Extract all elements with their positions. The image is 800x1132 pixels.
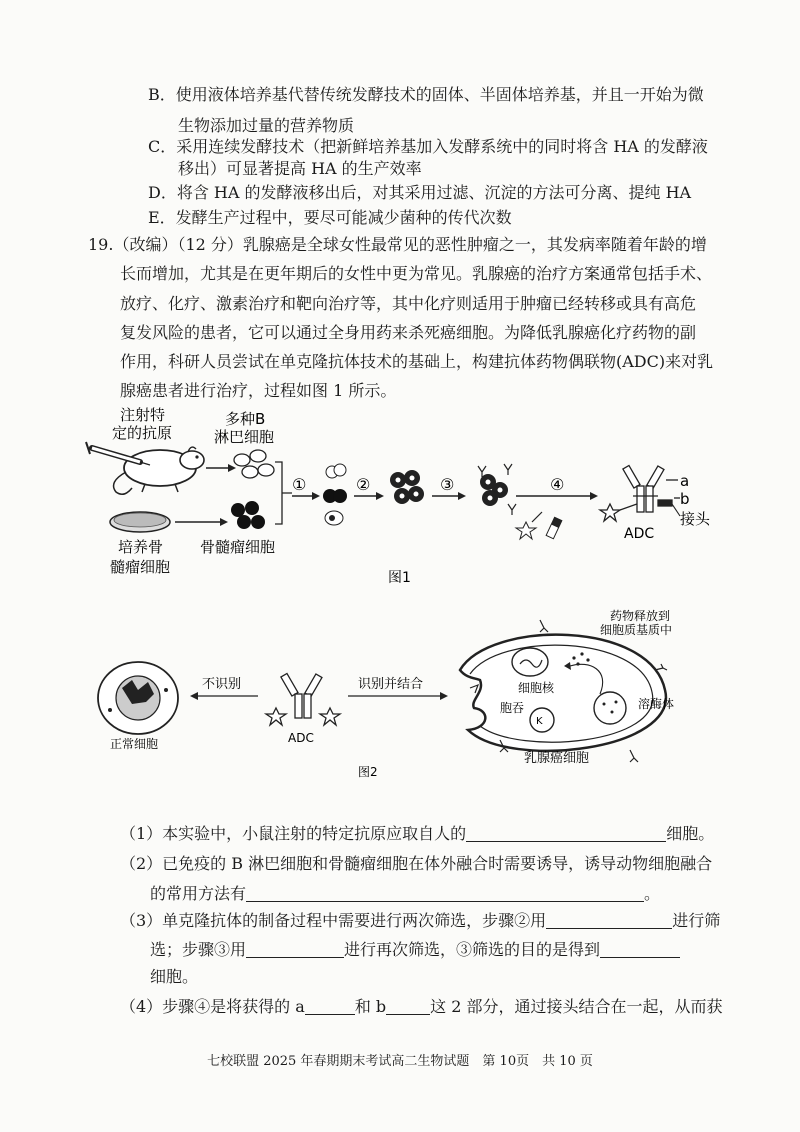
mouse-icon — [114, 447, 204, 494]
fused-cells-icon — [323, 464, 347, 525]
endocytosis-label: 胞吞 — [500, 701, 525, 715]
blank-4[interactable] — [246, 942, 344, 958]
option-d: D．将含 HA 的发酵液移出后，对其采用过滤、沉淀的方法可分离、提纯 HA — [148, 183, 692, 202]
bcell-label-2: 淋巴细胞 — [214, 428, 275, 446]
culture-label-2: 髓瘤细胞 — [110, 558, 171, 576]
figure-1 — [80, 400, 720, 590]
adc-icon-fig2 — [266, 673, 340, 725]
subq-2-end: 。 — [644, 884, 661, 903]
cancer-cell-label: 乳腺癌细胞 — [524, 751, 590, 766]
q19-line4: 复发风险的患者，它可以通过全身用药来杀死癌细胞。为降低乳腺癌化疗药物的副 — [120, 323, 697, 342]
subq-4-text3: 这 2 部分，通过接头结合在一起，从而获 — [430, 997, 723, 1016]
figure-2 — [90, 600, 730, 780]
inject-label-1: 注射特 — [120, 406, 166, 424]
subq-4 — [120, 999, 723, 1015]
option-c-line2: 移出）可显著提高 HA 的生产效率 — [178, 159, 422, 178]
normal-cell-icon — [98, 662, 178, 734]
myeloma-label: 骨髓瘤细胞 — [200, 538, 276, 556]
step-2-label: ② — [356, 475, 371, 494]
blank-7[interactable] — [386, 999, 430, 1015]
blank-6[interactable] — [305, 999, 355, 1015]
subq-3-text4: 进行再次筛选，③筛选的目的是得到 — [344, 940, 601, 959]
subq-2-line2 — [150, 886, 660, 902]
label-b: b — [680, 490, 690, 508]
bcell-label-1: 多种B — [225, 410, 266, 428]
subq-3-line1 — [120, 913, 720, 929]
adc-icon — [600, 465, 680, 521]
adc-label-fig2: ADC — [288, 731, 314, 745]
q19-line3: 放疗、化疗、激素治疗和靶向治疗等，其中化疗则适用于肿瘤已经转移或具有高危 — [120, 294, 697, 313]
option-e: E．发酵生产过程中，要尽可能减少菌种的传代次数 — [148, 208, 512, 227]
adc-label-fig1: ADC — [624, 526, 655, 542]
no-recognize-label: 不识别 — [202, 677, 242, 692]
antibody-secreting-cells-icon — [478, 464, 516, 515]
subq-4-text2: 和 b — [354, 997, 387, 1016]
culture-label-1: 培养骨 — [118, 538, 164, 556]
myeloma-cells-icon — [231, 501, 265, 529]
q19-line2: 长而增加，尤其是在更年期后的女性中更为常见。乳腺癌的治疗方案通常包括手术、 — [120, 264, 713, 283]
b-lymphocytes-icon — [234, 450, 274, 478]
drug-release-label-2: 细胞质基质中 — [600, 623, 673, 637]
breast-cancer-cell-icon — [460, 620, 667, 762]
inject-label-2: 定的抗原 — [112, 424, 173, 442]
subq-2-text: 的常用方法有 — [150, 884, 247, 903]
figure-1-caption: 图1 — [388, 570, 411, 586]
subq-3-line3: 细胞。 — [150, 967, 199, 986]
subq-2-line1: （2）已免疫的 B 淋巴细胞和骨髓瘤细胞在体外融合时需要诱导，诱导动物细胞融合 — [120, 854, 713, 873]
blank-5[interactable] — [600, 942, 680, 958]
hybridoma-cells-icon — [390, 470, 424, 504]
option-c-line1: C．采用连续发酵技术（把新鲜培养基加入发酵系统中的同时将含 HA 的发酵液 — [148, 137, 708, 156]
drug-release-label-1: 药物释放到 — [610, 609, 671, 623]
page-footer: 七校联盟 2025 年春期期末考试高二生物试题 第 10页 共 10 页 — [207, 1054, 593, 1069]
linker-label: 接头 — [680, 510, 711, 528]
option-b-line2: 生物添加过量的营养物质 — [178, 116, 355, 135]
q19-line1: 19.（改编）（12 分）乳腺癌是全球女性最常见的恶性肿瘤之一，其发病率随着年龄的增 — [88, 235, 707, 254]
drug-molecule-icon — [516, 512, 562, 539]
recognize-bind-label: 识别并结合 — [358, 677, 424, 692]
label-a: a — [680, 472, 690, 490]
subq-3-text1: （3）单克隆抗体的制备过程中需要进行两次筛选，步骤②用 — [120, 911, 547, 930]
svg-text:K: K — [536, 716, 543, 727]
step-1-label: ① — [292, 475, 307, 494]
q19-line5: 作用，科研人员尝试在单克隆抗体技术的基础上，构建抗体药物偶联物(ADC)来对乳 — [120, 352, 714, 371]
subq-1-text: （1）本实验中，小鼠注射的特定抗原应取自人的 — [120, 824, 467, 843]
step-3-label: ③ — [440, 475, 455, 494]
q19-line6: 腺癌患者进行治疗，过程如图 1 所示。 — [120, 381, 397, 400]
option-b-line1: B．使用液体培养基代替传统发酵技术的固体、半固体培养基，并且一开始为微 — [148, 85, 704, 104]
step-4-label: ④ — [550, 475, 565, 494]
subq-4-text1: （4）步骤④是将获得的 a — [120, 997, 305, 1016]
subq-1-end: 细胞。 — [666, 824, 715, 843]
blank-2[interactable] — [246, 886, 644, 902]
lysosome-label: 溶酶体 — [638, 697, 675, 711]
nucleus-label: 细胞核 — [518, 681, 555, 695]
petri-dish-icon — [110, 512, 170, 532]
subq-3-text2: 进行筛 — [672, 911, 721, 930]
normal-cell-label: 正常细胞 — [110, 737, 159, 751]
subq-3-line2 — [150, 942, 680, 958]
blank-1[interactable] — [466, 826, 666, 842]
subq-1 — [120, 826, 714, 842]
blank-3[interactable] — [546, 913, 672, 929]
subq-3-text3: 选；步骤③用 — [150, 940, 247, 959]
figure-2-caption: 图2 — [358, 765, 378, 779]
